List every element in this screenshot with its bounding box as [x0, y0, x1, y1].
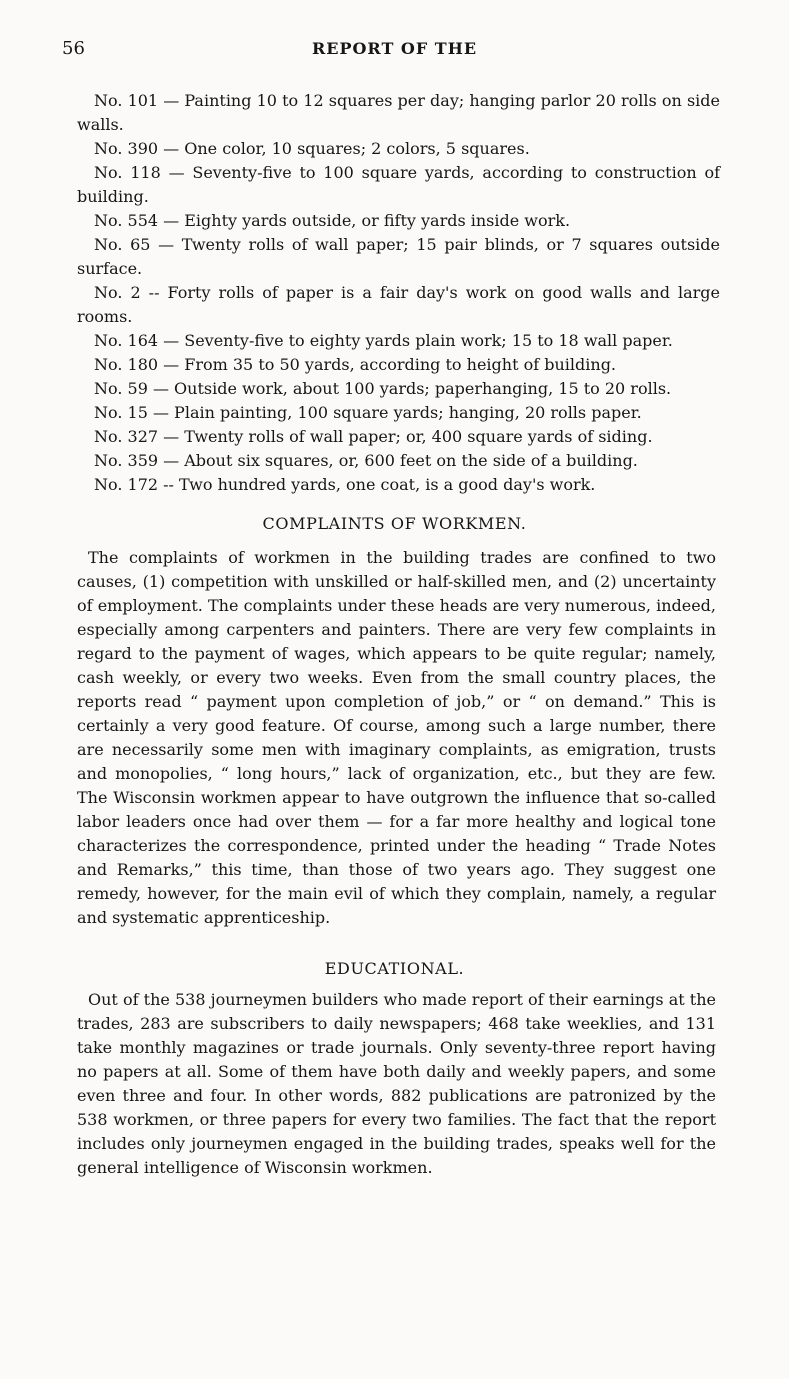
educational-paragraph: Out of the 538 journeymen builders who made report of their earnings at the trades, 283 are subscribers to daily newspapers; 468 take weeklies, and 131 take monthly magazines or trade journals. Only seventy-three report having no papers at all. Some of them have both daily and weekly papers, and some even three and four. In other words, 882 publications are patronized by the 538 workmen, or three papers for every two families. The fact that the report includes only journeymen engaged in the building trades, speaks well for the general intelligence of Wisconsin workmen. [77, 990, 716, 1177]
report-entry: No. 172 -- Two hundred yards, one coat, is a good day's work. [94, 475, 596, 494]
complaints-heading: COMPLAINTS OF WORKMEN. [262, 514, 527, 533]
report-entry: No. 15 — Plain painting, 100 square yards; hanging, 20 rolls paper. [94, 403, 642, 422]
report-entry: No. 2 -- Forty rolls of paper is a fair day's work on good walls and large rooms. [77, 283, 720, 326]
report-entry: No. 65 — Twenty rolls of wall paper; 15 pair blinds, or 7 squares outside surface. [77, 235, 720, 278]
running-head: REPORT OF THE [311, 39, 478, 58]
report-entry: No. 164 — Seventy-five to eighty yards plain work; 15 to 18 wall paper. [94, 331, 673, 350]
report-entry: No. 554 — Eighty yards outside, or fifty yards inside work. [94, 211, 571, 230]
report-entry: No. 180 — From 35 to 50 yards, according to height of building. [94, 355, 617, 374]
report-entry: No. 359 — About six squares, or, 600 feet on the side of a building. [94, 451, 638, 470]
report-entry: No. 59 — Outside work, about 100 yards; paperhanging, 15 to 20 rolls. [94, 379, 672, 398]
report-entry: No. 390 — One color, 10 squares; 2 colors, 5 squares. [94, 139, 530, 158]
complaints-paragraph: The complaints of workmen in the building trades are confined to two causes, (1) competition with unskilled or half-skilled men, and (2) uncertainty of employment. The complaints under these heads are very numerous, indeed, especially among carpenters and painters. There are very few complaints in regard to the payment of wages, which appears to be quite regular; namely, cash weekly, or every two weeks. Even from the small country places, the reports read “ payment upon completion of job,” or “ on demand.” This is certainly a very good feature. Of course, among such a large number, there are necessarily some men with imaginary complaints, as emigration, trusts and monopolies, “ long hours,” lack of organization, etc., but they are few. The Wisconsin workmen appear to have outgrown the influence that so-called labor leaders once had over them — for a far more healthy and logical tone characterizes the correspondence, printed under the heading “ Trade Notes and Remarks,” this time, than those of two years ago. They suggest one remedy, however, for the main evil of which they complain, namely, a regular and systematic apprenticeship. [77, 548, 716, 927]
report-entries-list [77, 89, 720, 497]
report-entry: No. 101 — Painting 10 to 12 squares per day; hanging parlor 20 rolls on side walls. [77, 91, 720, 134]
report-entry: No. 327 — Twenty rolls of wall paper; or, 400 square yards of siding. [94, 427, 653, 446]
report-entry: No. 118 — Seventy-five to 100 square yards, according to construction of building. [77, 163, 720, 206]
page-number: 56 [62, 38, 85, 59]
educational-heading: EDUCATIONAL. [324, 959, 465, 978]
